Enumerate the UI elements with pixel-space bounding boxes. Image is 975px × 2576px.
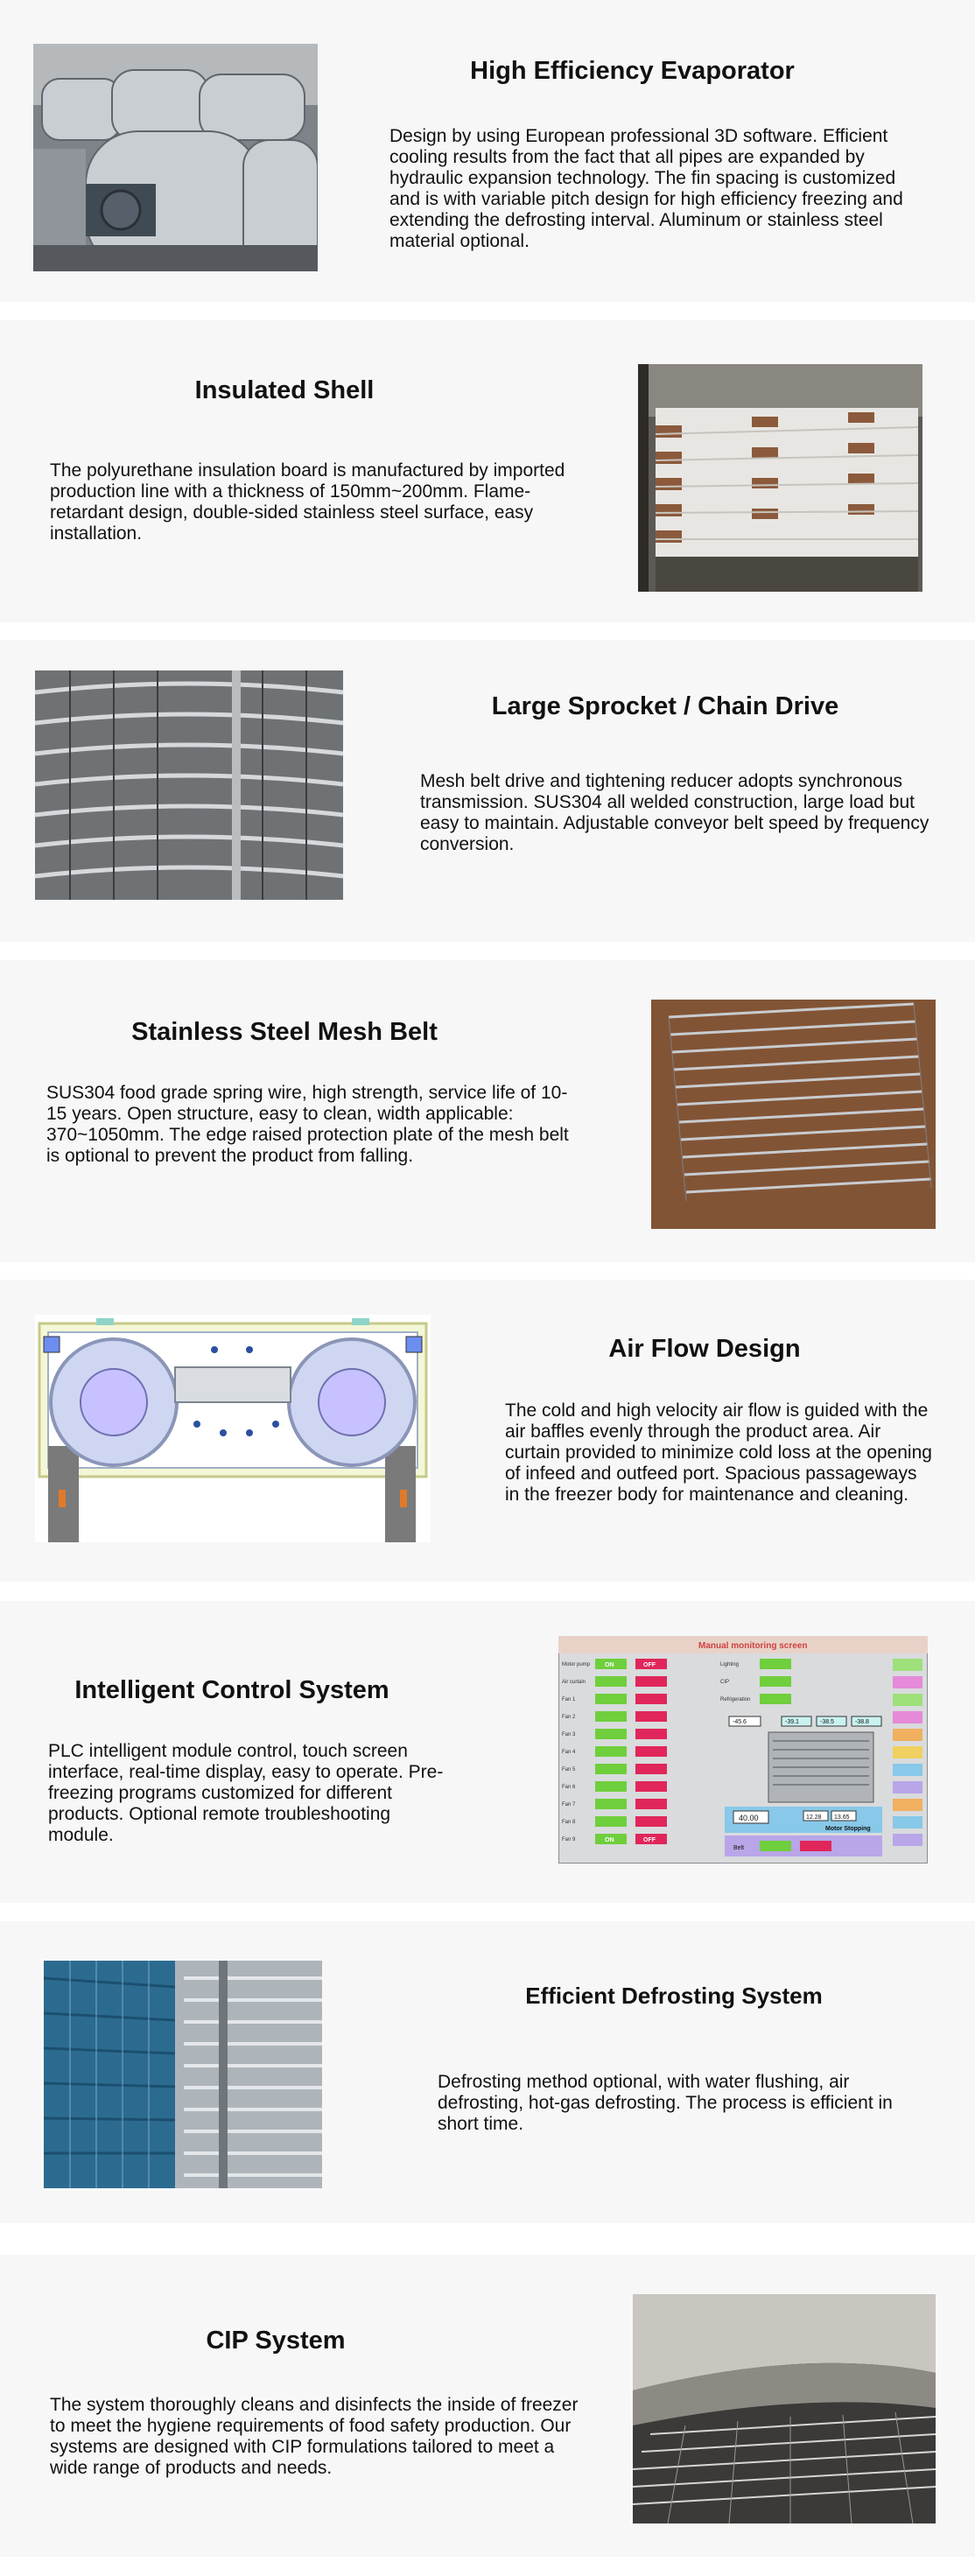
feature-air-flow	[0, 1280, 975, 1582]
readout-value: -39.1	[785, 1719, 799, 1725]
screen-label: Fan 5	[562, 1767, 576, 1772]
feature-insulated-shell	[0, 320, 975, 622]
feature-sprocket-drive	[0, 640, 975, 942]
feature-title: Intelligent Control System	[74, 1676, 389, 1704]
cip-photo	[633, 2294, 936, 2523]
screen-label: Fan 1	[562, 1697, 576, 1702]
screen-label: Fan 4	[562, 1750, 576, 1755]
feature-title: Stainless Steel Mesh Belt	[131, 1018, 438, 1046]
screen-label: Refrigeration	[720, 1697, 751, 1702]
insulation-panels-photo	[638, 364, 922, 592]
off-label: OFF	[643, 1662, 656, 1668]
off-label: OFF	[643, 1837, 656, 1843]
readout-value: -45.6	[733, 1719, 747, 1725]
feature-mesh-belt	[0, 960, 975, 1262]
feature-description: The polyurethane insulation board is manufactured by imported production line with a thickness of 150mm~200mm. Flame-retardant design, double-sided stainless steel surface, easy installation.	[50, 460, 565, 544]
screen-label: Fan 2	[562, 1715, 576, 1720]
feature-control-system	[0, 1601, 975, 1903]
feature-title: Large Sprocket / Chain Drive	[491, 692, 839, 720]
feature-description: The cold and high velocity air flow is guided with the air baffles evenly through the product area. Air curtain provided to minimize cold loss at the opening of infeed and outfeed port. Spacious passageways in the freezer body for maintenance and cleaning.	[505, 1400, 932, 1505]
time-value: 13.65	[834, 1814, 850, 1821]
feature-description: PLC intelligent module control, touch screen interface, real-time display, easy to operate. Pre-freezing programs customized for different products. Optional remote troubleshooting module.	[48, 1741, 444, 1845]
control-screen-photo	[558, 1636, 928, 1864]
readout-value: -38.5	[820, 1719, 834, 1725]
defrosting-photo	[44, 1961, 322, 2188]
readout-value: -38.8	[855, 1719, 869, 1725]
screen-label: Fan 9	[562, 1837, 576, 1843]
feature-title: High Efficiency Evaporator	[470, 57, 795, 85]
on-label: ON	[605, 1662, 614, 1668]
feature-evaporator	[0, 0, 975, 302]
screen-label: CIP	[720, 1680, 730, 1685]
screen-label: Fan 8	[562, 1820, 576, 1825]
screen-label: Fan 7	[562, 1802, 576, 1807]
screen-label: Motor pump	[562, 1662, 591, 1667]
speed-value: 40.00	[739, 1814, 759, 1822]
mesh-belt-photo	[651, 1000, 936, 1229]
feature-cip-system	[0, 2255, 975, 2557]
feature-title: Insulated Shell	[194, 376, 375, 404]
screen-title: Manual monitoring screen	[698, 1641, 808, 1651]
motor-status: Motor Stopping	[825, 1826, 871, 1832]
feature-description: Design by using European professional 3D software. Efficient cooling results from the fact that all pipes are expanded by hydraulic expansion technology. The fin spacing is customized and is with variable pitch design for high efficiency freezing and extending the defrosting interval. Aluminum or stainless steel material optional.	[389, 126, 903, 251]
evaporator-photo	[33, 44, 318, 271]
feature-description: Defrosting method optional, with water flushing, air defrosting, hot-gas defrosting. The process is efficient in short time.	[438, 2072, 893, 2134]
spiral-drive-photo	[35, 670, 343, 900]
feature-description: The system thoroughly cleans and disinfects the inside of freezer to meet the hygiene requirements of food safety production. Our systems are designed with CIP formulations tailored to meet a wide range of products and needs.	[50, 2395, 579, 2478]
feature-description: Mesh belt drive and tightening reducer adopts synchronous transmission. SUS304 all welded construction, large load but easy to maintain. Adjustable conveyor belt speed by frequency conversion.	[420, 771, 929, 854]
belt-label: Belt	[733, 1845, 745, 1851]
feature-defrosting	[0, 1921, 975, 2223]
feature-title: Air Flow Design	[608, 1335, 801, 1363]
time-value: 12.28	[806, 1814, 822, 1821]
on-label: ON	[605, 1837, 614, 1843]
feature-title: Efficient Defrosting System	[525, 1983, 823, 2009]
screen-label: Lighting	[720, 1662, 740, 1667]
air-flow-diagram	[35, 1315, 431, 1542]
feature-title: CIP System	[206, 2327, 346, 2355]
screen-label: Air curtain	[562, 1680, 586, 1685]
feature-description: SUS304 food grade spring wire, high strength, service life of 10-15 years. Open structure, easy to clean, width applicable: 370~1050mm. The edge raised protection plate of the mesh belt is optional to prevent the product from falling.	[46, 1083, 569, 1166]
screen-label: Fan 3	[562, 1732, 576, 1737]
screen-label: Fan 6	[562, 1785, 576, 1790]
